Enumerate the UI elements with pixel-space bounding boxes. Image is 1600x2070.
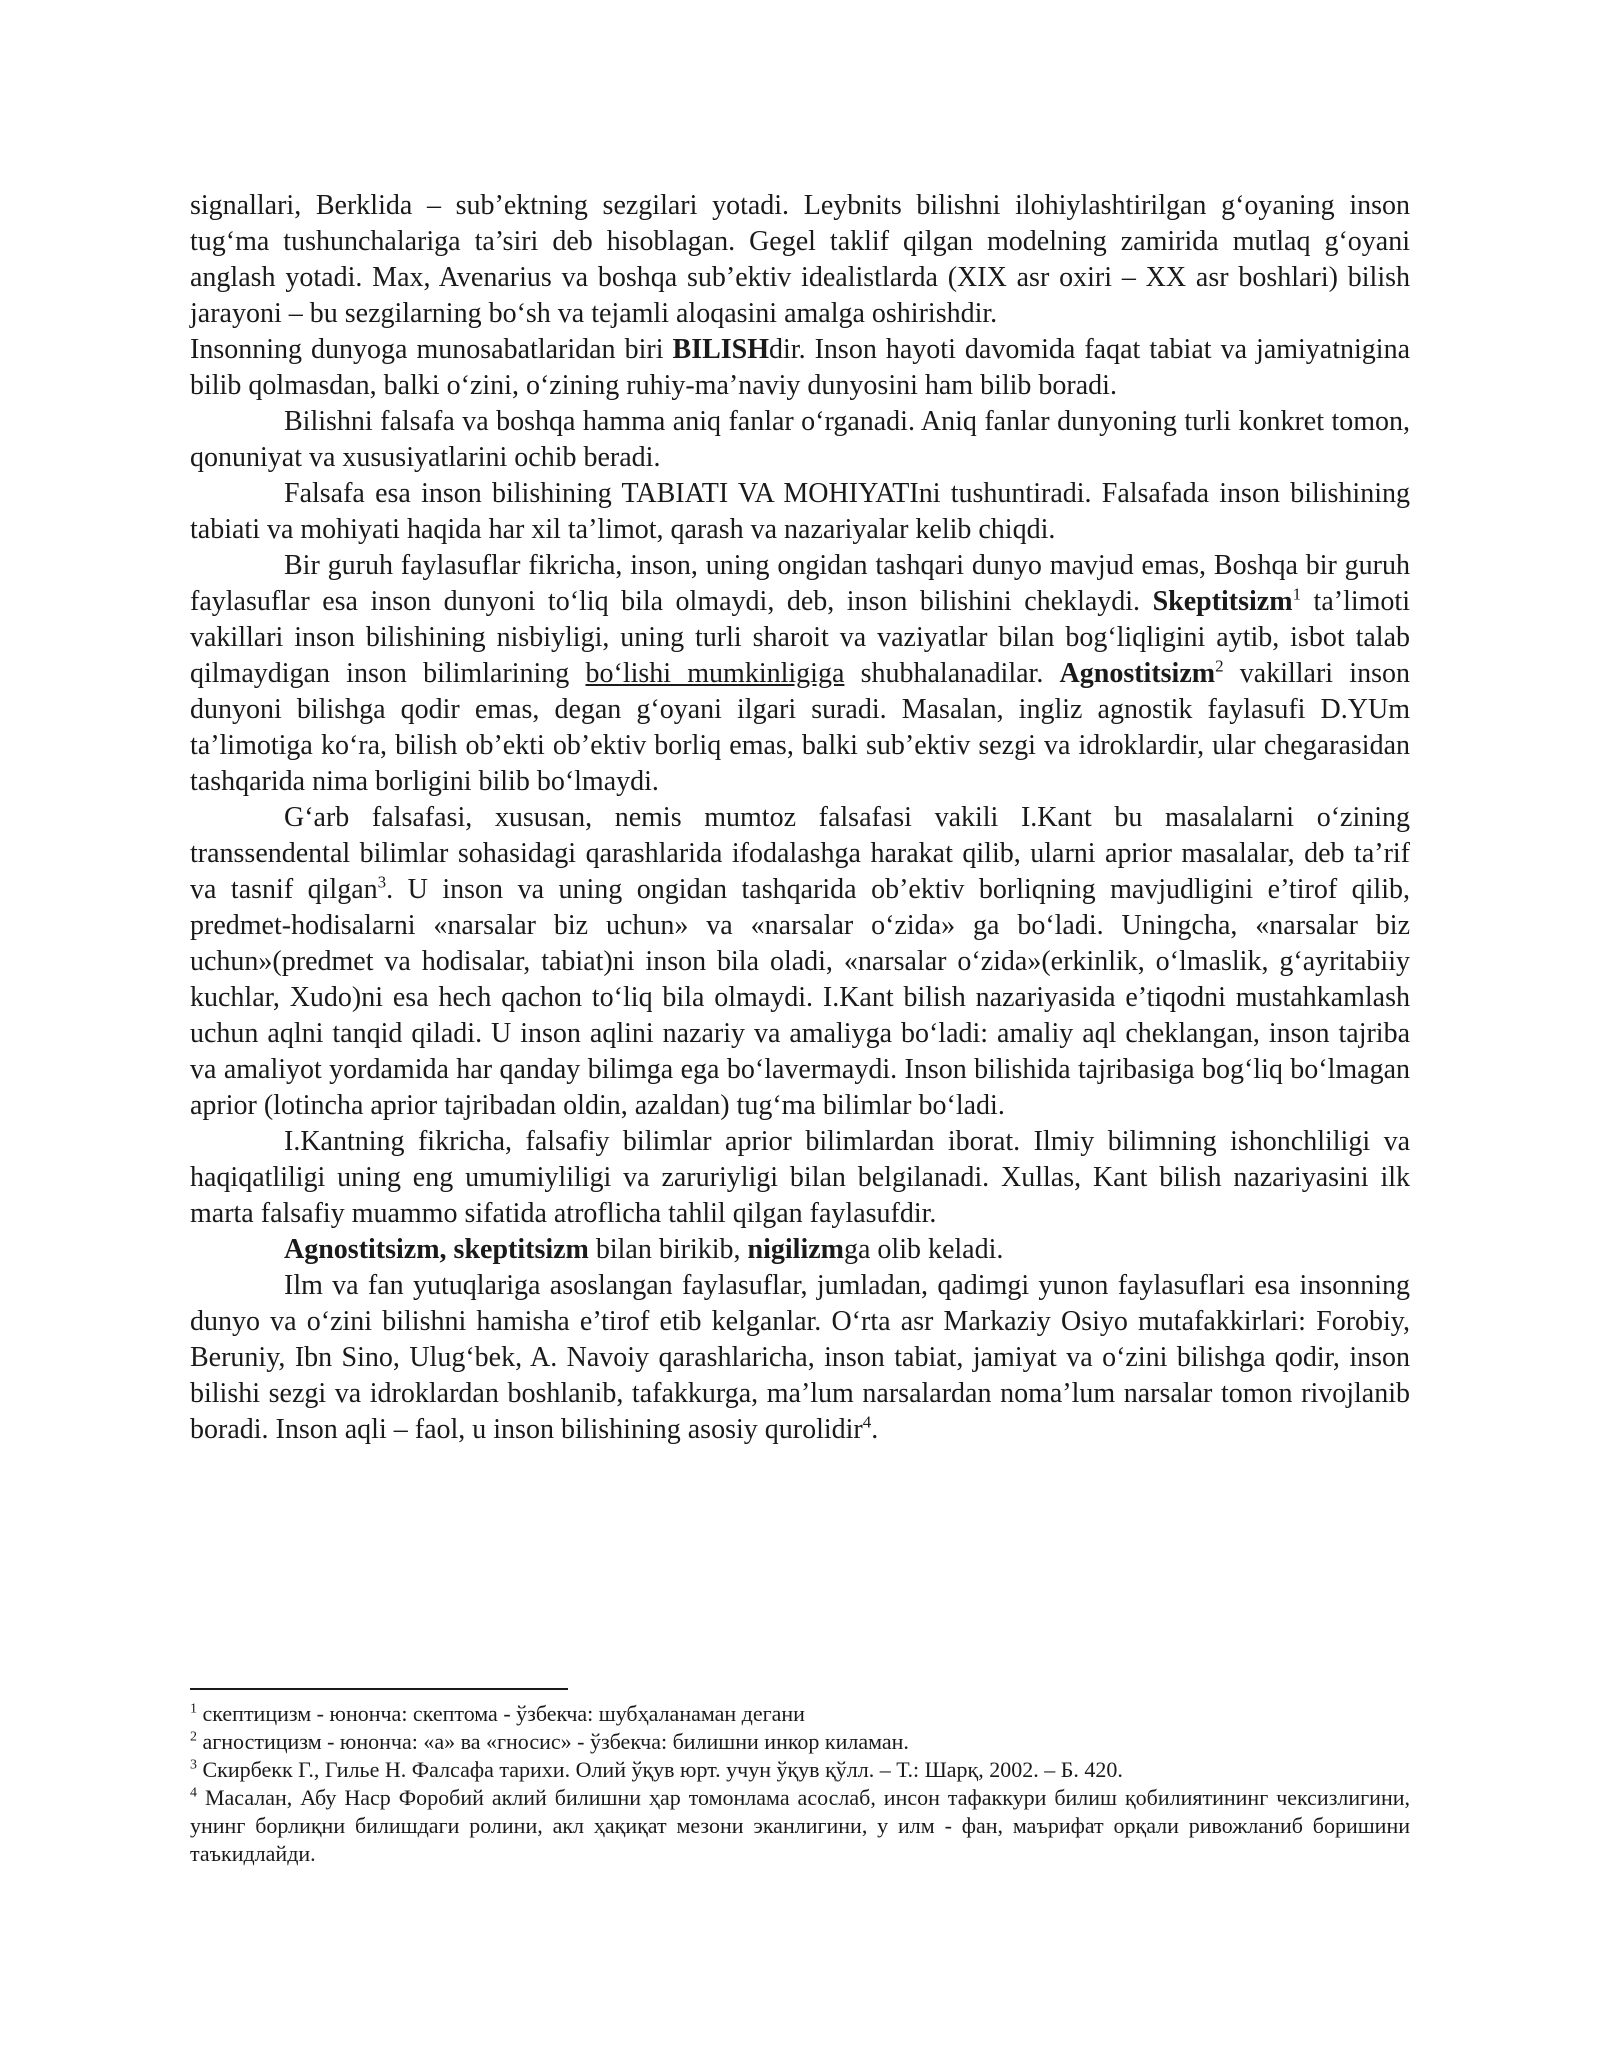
underlined-phrase: bo‘lishi mumkinligiga bbox=[585, 658, 845, 689]
agnostitsizm-skeptitsizm-term: Agnostitsizm, skeptitsizm bbox=[284, 1234, 589, 1265]
footnote-separator bbox=[190, 1688, 568, 1690]
footnote-3-number: 3 bbox=[190, 1757, 197, 1773]
paragraph-8 bbox=[190, 1232, 1410, 1268]
footnote-4-text: Масалан, Абу Наср Форобий аклий билишни ҳар томонлама асослаб, инсон тафаккури билиш қобилиятининг чексизлигини, унинг борлиқни билишдаги ролини, акл ҳақиқат мезони эканлигини, у илм - фан, маърифат орқали ривожланиб боришини таъкидлайди. bbox=[190, 1785, 1410, 1866]
footnote-1-number: 1 bbox=[190, 1701, 197, 1717]
footnote-2 bbox=[190, 1728, 1410, 1756]
paragraph-5-text-2: ta’limoti vakillari inson bilishining nisbiyligi, uning turli sharoit va vaziyatlar bilan bog‘liqligini aytib, isbot talab qilmaydigan inson bilimlarining bbox=[190, 586, 1410, 689]
paragraph-8-text-2: ga olib keladi. bbox=[843, 1234, 1004, 1265]
footnote-ref-1[interactable]: 1 bbox=[1292, 584, 1302, 604]
paragraph-2-text-a: Insonning dunyoga munosabatlaridan biri bbox=[190, 334, 673, 365]
footnote-1 bbox=[190, 1700, 1410, 1728]
footnote-2-number: 2 bbox=[190, 1729, 197, 1745]
footnote-1-text: скептицизм - юнонча: скептома - ўзбекча: шубҳаланаман дегани bbox=[197, 1701, 805, 1726]
paragraph-9-text-1: Ilm va fan yutuqlariga asoslangan faylasuflar, jumladan, qadimgi yunon faylasuflari esa insonning dunyo va o‘zini bilishni hamisha e’tirof etib kelganlar. O‘rta asr Markaziy Osiyo mutafakkirlari: Forobiy, Beruniy, Ibn Sino, Ulug‘bek, A. Navoiy qarashlaricha, inson tabiat, jamiyat va o‘zini bilishga qodir, inson bilishi sezgi va idroklardan boshlanib, tafakkurga, ma’lum narsalardan noma’lum narsalar tomon rivojlanib boradi. Inson aqli – faol, u inson bilishining asosiy qurolidir bbox=[190, 1270, 1410, 1445]
paragraph-9 bbox=[190, 1268, 1410, 1448]
footnote-ref-2[interactable]: 2 bbox=[1215, 656, 1224, 676]
paragraph-6 bbox=[190, 800, 1410, 1124]
footnote-ref-3[interactable]: 3 bbox=[377, 872, 387, 892]
footnote-3 bbox=[190, 1756, 1410, 1784]
paragraph-5-text-4: vakillari inson dunyoni bilishga qodir emas, degan g‘oyani ilgari suradi. Masalan, ingliz agnostik faylasufi D.YUm ta’limotiga ko‘ra, bilish ob’ekti ob’ektiv borliq emas, balki sub’ektiv sezgi va idroklardir, ular chegarasidan tashqarida nima borligini bilib bo‘lmaydi. bbox=[190, 658, 1410, 797]
footnote-2-text: агностицизм - юнонча: «а» ва «гносис» - ўзбекча: билишни инкор киламан. bbox=[197, 1729, 909, 1754]
paragraph-5 bbox=[190, 548, 1410, 800]
paragraph-3: Bilishni falsafa va boshqa hamma aniq fanlar o‘rganadi. Aniq fanlar dunyoning turli konkret tomon, qonuniyat va xususiyatlarini ochib beradi. bbox=[190, 406, 1410, 473]
paragraph-7: I.Kantning fikricha, falsafiy bilimlar aprior bilimlardan iborat. Ilmiy bilimning ishonchliligi va haqiqatliligi uning eng umumiyliligi va zaruriyligi bilan belgilanadi. Xullas, Kant bilish nazariyasini ilk marta falsafiy muammo sifatida atroflicha tahlil qilgan faylasufdir. bbox=[190, 1126, 1410, 1229]
footnote-3-text: Скирбекк Г., Гилье Н. Фалсафа тарихи. Олий ўқув юрт. учун ўқув қўлл. – Т.: Шарқ, 2002. – Б. 420. bbox=[197, 1757, 1123, 1782]
bilish-term: BILISH bbox=[672, 334, 770, 365]
paragraph-6-text-2: . U inson va uning ongidan tashqarida ob’ektiv borliqning mavjudligini e’tirof qilib, predmet-hodisalarni «narsalar biz uchun» va «narsalar o‘zida» ga bo‘ladi. Uningcha, «narsalar biz uchun»(predmet va hodisalar, tabiat)ni inson bila oladi, «narsalar o‘zida»(erkinlik, o‘lmaslik, g‘ayritabiiy kuchlar, Xudo)ni esa hech qachon to‘liq bila olmaydi. I.Kant bilish nazariyasida e’tiqodni mustahkamlash uchun aqlni tanqid qiladi. U inson aqlini nazariy va amaliyga bo‘ladi: amaliy aql cheklangan, inson tajriba va amaliyot yordamida har qanday bilimga ega bo‘lavermaydi. Inson bilishida tajribasiga bog‘liq bo‘lmagan aprior (lotincha aprior tajribadan oldin, azaldan) tug‘ma bilimlar bo‘ladi. bbox=[190, 874, 1410, 1121]
footnote-4-number: 4 bbox=[190, 1785, 197, 1801]
skeptitsizm-term: Skeptitsizm bbox=[1152, 586, 1293, 617]
footnote-4 bbox=[190, 1784, 1410, 1868]
paragraph-8-text-1: bilan birikib, bbox=[588, 1234, 748, 1265]
paragraph-6-text-1: G‘arb falsafasi, xususan, nemis mumtoz falsafasi vakili I.Kant bu masalalarni o‘zining transsendental bilimlar sohasidagi qarashlarida ifodalashga harakat qilib, ularni aprior masalalar, deb ta’rif va tasnif qilgan bbox=[190, 802, 1410, 905]
paragraph-4: Falsafa esa inson bilishining TABIATI VA MOHIYATIni tushuntiradi. Falsafada inson bilishining tabiati va mohiyati haqida har xil ta’limot, qarash va nazariyalar kelib chiqdi. bbox=[190, 478, 1410, 545]
paragraph-5-text-1: Bir guruh faylasuflar fikricha, inson, uning ongidan tashqari dunyo mavjud emas, Boshqa bir guruh faylasuflar esa inson dunyoni to‘liq bila olmaydi, deb, inson bilishini cheklaydi. bbox=[190, 550, 1410, 617]
nigilizm-term: nigilizm bbox=[747, 1234, 844, 1265]
paragraph-2-text-b: dir. Inson hayoti davomida faqat tabiat va jamiyatnigina bilib qolmasdan, balki o‘zini, o‘zining ruhiy-ma’naviy dunyosini ham bilib boradi. bbox=[190, 334, 1411, 401]
footnotes bbox=[190, 1700, 1410, 1868]
footnote-ref-4[interactable]: 4 bbox=[862, 1412, 872, 1432]
paragraph-5-text-3: shubhalanadilar. bbox=[844, 658, 1060, 689]
agnostitsizm-term: Agnostitsizm bbox=[1059, 658, 1216, 689]
paragraph-2 bbox=[190, 332, 1410, 404]
paragraph-1: signallari, Berklida – sub’ektning sezgilari yotadi. Leybnits bilishni ilohiylashtirilgan g‘oyaning inson tug‘ma tushunchalariga ta’siri deb hisoblagan. Gegel taklif qilgan modelning zamirida mutlaq g‘oyani anglash yotadi. Max, Avenarius va boshqa sub’ektiv idealistlarda (XIX asr oxiri – XX asr boshlari) bilish jarayoni – bu sezgilarning bo‘sh va tejamli aloqasini amalga oshirishdir. bbox=[190, 190, 1410, 329]
paragraph-9-text-2: . bbox=[871, 1414, 879, 1445]
document-body bbox=[190, 188, 1410, 1448]
